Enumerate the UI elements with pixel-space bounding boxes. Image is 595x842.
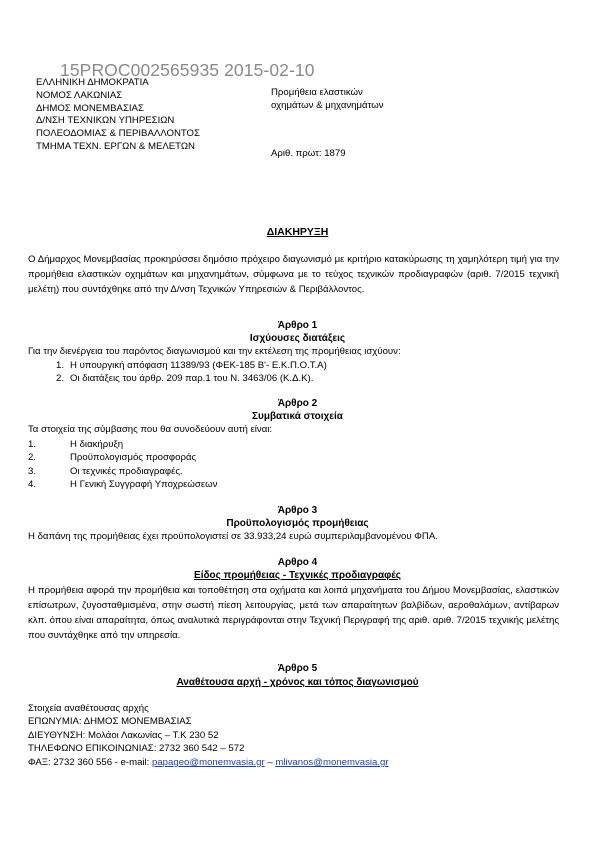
list-number: 3.	[28, 466, 37, 477]
article-3-text: Η δαπάνη της προμήθειας έχει προϋπολογιστεί σε 33.933,24 ευρώ συμπεριλαμβανομένου ΦΠΑ.	[28, 531, 438, 542]
article-2-title: Συμβατικά στοιχεία	[252, 411, 343, 422]
article-3-number: Άρθρο 3	[277, 505, 318, 516]
document-title: ΔΙΑΚΗΡΥΞΗ	[266, 226, 329, 238]
list-number: 2.	[56, 373, 65, 384]
list-item: Προϋπολογισμός προσφοράς	[70, 452, 197, 463]
email-link-papageo[interactable]: papageo@monemvasia.gr	[152, 757, 265, 768]
list-item: Η υπουργική απόφαση 11389/93 (ΦΕΚ-185 Β'- Ε.Κ.Π.Ο.Τ.Α)	[70, 360, 327, 371]
article-1-number: Άρθρο 1	[277, 320, 318, 331]
issuer-line: ΤΜΗΜΑ ΤΕΧΝ. ΕΡΓΩΝ & ΜΕΛΕΤΩΝ	[36, 140, 195, 152]
list-item: Η διακήρυξη	[70, 439, 124, 450]
subject-line: οχημάτων & μηχανημάτων	[271, 99, 384, 111]
list-number: 2.	[28, 452, 37, 463]
authority-line: Στοιχεία αναθέτουσας αρχής	[28, 703, 149, 714]
article-4-number: Αρθρο 4	[277, 557, 318, 568]
authority-line: ΤΗΛΕΦΩΝΟ ΕΠΙΚΟΙΝΩΝΙΑΣ: 2732 360 542 – 572	[28, 743, 245, 754]
issuer-line: ΔΗΜΟΣ ΜΟΝΕΜΒΑΣΙΑΣ	[36, 102, 144, 114]
issuer-line: ΠΟΛΕΟΔΟΜΙΑΣ & ΠΕΡΙΒΑΛΛΟΝΤΟΣ	[36, 128, 200, 140]
article-1-text: Για την διενέργεια του παρόντος διαγωνισμού και την εκτέλεση της προμήθειας ισχύουν:	[28, 346, 401, 357]
protocol-number: Αριθ. πρωτ: 1879	[271, 148, 346, 159]
list-number: 4.	[28, 479, 37, 490]
registry-stamp: 15PROC002565935 2015-02-10	[60, 60, 315, 80]
list-item: Οι διατάξεις του άρθρ. 209 παρ.1 του Ν. 3463/06 (Κ.Δ.Κ).	[70, 373, 314, 384]
list-number: 1.	[28, 439, 37, 450]
subject-block	[271, 87, 384, 113]
authority-line: ΔΙΕΥΘΥΝΣΗ: Μολάοι Λακωνίας – Τ.Κ 230 52	[28, 730, 219, 741]
article-2-text: Τα στοιχεία της σύμβασης που θα συνοδεύουν αυτή είναι:	[28, 424, 273, 435]
article-3-title: Προϋπολογισμός προμήθειας	[226, 518, 369, 529]
fax-text: ΦΑΞ: 2732 360 556 - e-mail:	[28, 757, 153, 768]
issuer-block	[36, 77, 200, 154]
subject-line: Προμήθεια ελαστικών	[271, 87, 363, 98]
email-link-mlivanos[interactable]: mlivanos@monemvasia.gr	[275, 757, 389, 768]
contact-line	[28, 757, 389, 768]
article-4-text: Η προμήθεια αφορά την προμήθεια και τοποθέτηση στα οχήματα και λοιπά μηχανήματα του Δήμου Μονεμβασίας, ελαστικών επίσωτρων, ζυγοσταθμισμένα, στην σωστή πίεση λειτουργίας, μετά των απαραίτητων βαλβίδων, αεροθαλάμων, αντίβαρων κλπ. όπου είναι απαραίτητα, όπως αναλυτικά περιγράφονται στην Τεχνική Περιγραφή της αριθ. αριθ. 7/2015 τεχνικής μελέτης που συντάχθηκε από την υπηρεσία.	[28, 585, 559, 641]
list-item: Η Γενική Συγγραφή Υποχρεώσεων	[70, 479, 218, 490]
intro-paragraph: Ο Δήμαρχος Μονεμβασίας προκηρύσσει δημόσιο πρόχειρο διαγωνισμό με κριτήριο κατακύρωσης τη χαμηλότερη τιμή για την προμήθεια ελαστικών οχημάτων και μηχανημάτων, σύμφωνα με το τεύχος τεχνικών προδιαγραφών (αριθ. 7/2015 τεχνική μελέτη) που συντάχθηκε από την Δ/νση Τεχνικών Υπηρεσιών & Περιβάλλοντος.	[28, 254, 559, 295]
issuer-line: Δ/ΝΣΗ ΤΕΧΝΙΚΩΝ ΥΠΗΡΕΣΙΩΝ	[36, 115, 175, 127]
article-2-number: Άρθρο 2	[277, 398, 318, 409]
list-number: 1.	[56, 360, 65, 371]
authority-line: ΕΠΩΝΥΜΙΑ: ΔΗΜΟΣ ΜΟΝΕΜΒΑΣΙΑΣ	[28, 716, 192, 727]
issuer-line: ΕΛΛΗΝΙΚΗ ΔΗΜΟΚΡΑΤΙΑ	[36, 77, 149, 88]
article-5-number: Άρθρο 5	[277, 663, 318, 674]
list-item: Οι τεχνικές προδιαγραφές.	[70, 466, 183, 477]
email-separator: –	[264, 757, 276, 768]
article-4-title: Είδος προμήθειας - Τεχνικές προδιαγραφές	[194, 570, 401, 581]
article-1-title: Ισχύουσες διατάξεις	[249, 333, 346, 344]
issuer-line: ΝΟΜΟΣ ΛΑΚΩΝΙΑΣ	[36, 89, 123, 101]
article-5-title: Αναθέτουσα αρχή - χρόνος και τόπος διαγωνισμού	[176, 677, 419, 688]
